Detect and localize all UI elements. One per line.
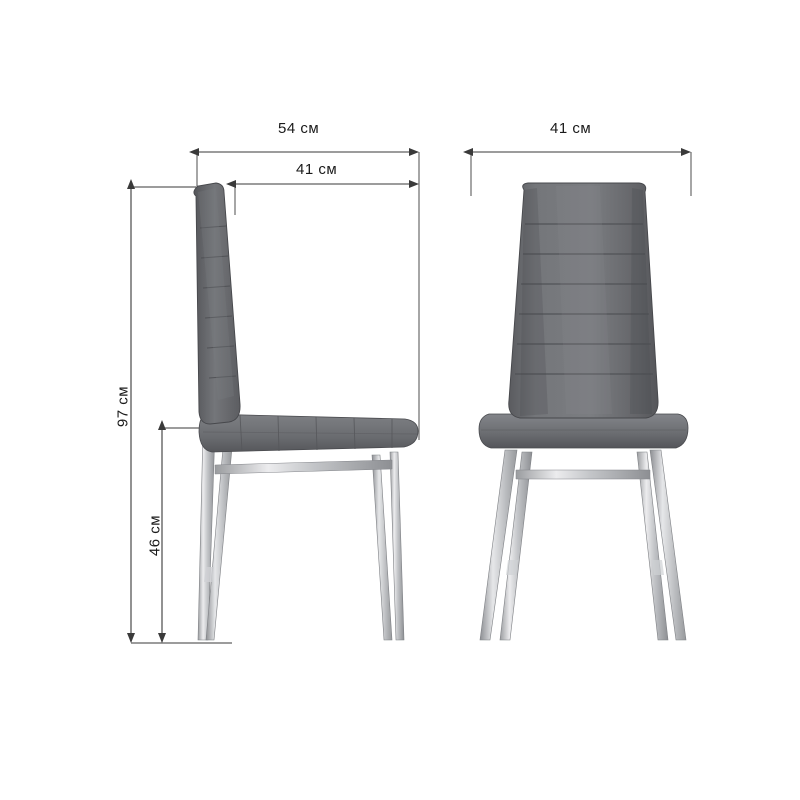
dimension-label-seat-height: 46 см bbox=[146, 514, 164, 557]
dimension-label-height-total: 97 см bbox=[114, 385, 132, 428]
dimension-label-depth-total: 54 см bbox=[278, 120, 320, 137]
front-view-chair bbox=[479, 183, 688, 640]
dimension-label-seat-depth: 41 см bbox=[296, 161, 338, 178]
dimension-label-width-total: 41 см bbox=[550, 120, 592, 137]
side-view-chair bbox=[194, 183, 418, 640]
